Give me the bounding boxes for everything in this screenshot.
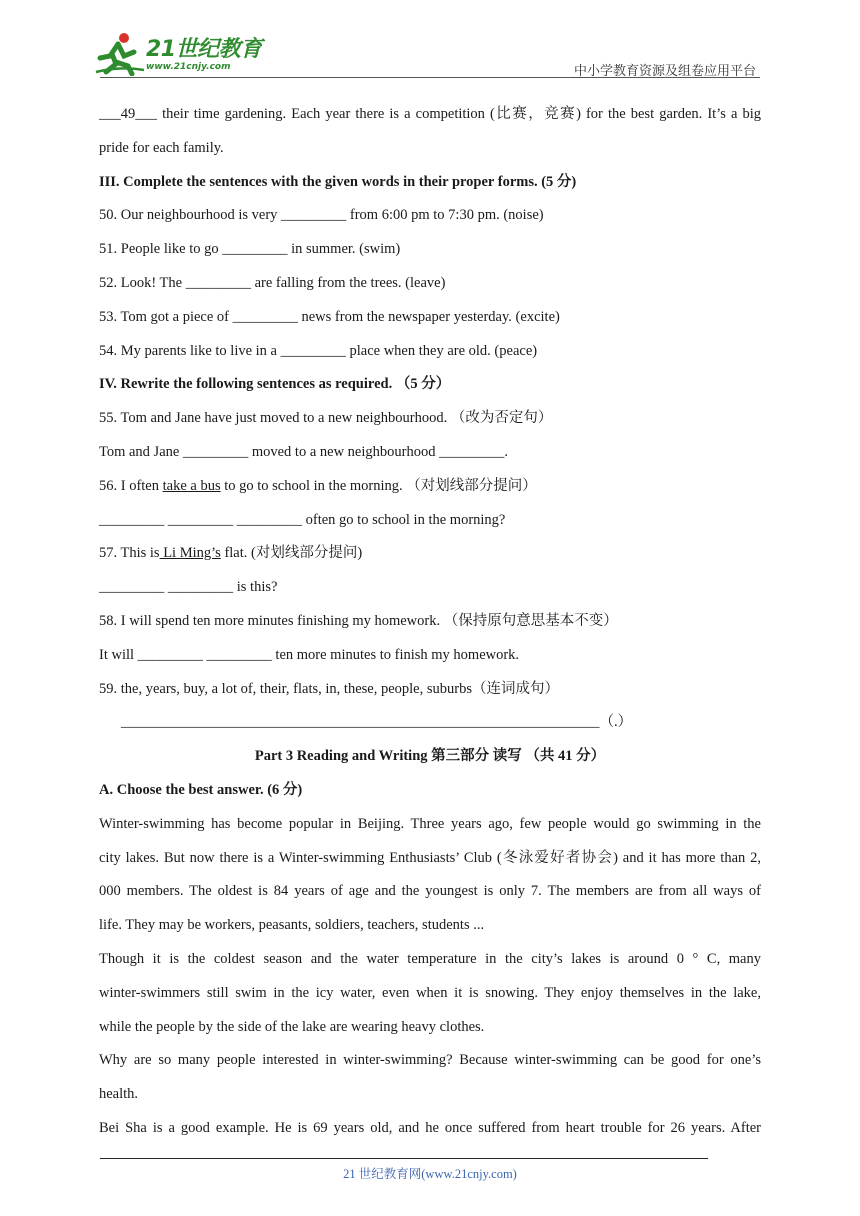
footer-divider [100, 1158, 708, 1159]
question-text: flat. (对划线部分提问) [220, 545, 363, 562]
question-text: to go to school in the morning. （对划线部分提问） [220, 477, 537, 494]
question-54: 54. My parents like to live in a _________ place when they are old. (peace) [99, 342, 538, 359]
question-59: 59. the, years, buy, a lot of, their, flats, in, these, people, suburbs（连词成句） [99, 680, 559, 697]
site-logo [94, 30, 264, 76]
runner-logo-icon [94, 30, 146, 76]
question-53: 53. Tom got a piece of _________ news from the newspaper yesterday. (excite) [99, 308, 560, 325]
passage-line: while the people by the side of the lake are wearing heavy clothes. [99, 1018, 485, 1035]
question-52: 52. Look! The _________ are falling from the trees. (leave) [99, 274, 446, 291]
logo-url: www.21cnjy.com [146, 62, 231, 72]
section-heading: A. Choose the best answer. (6 分) [99, 781, 303, 798]
question-57 [99, 537, 761, 571]
platform-title: 中小学教育资源及组卷应用平台 [573, 63, 756, 78]
question-56 [99, 470, 761, 504]
underlined-phrase: Li Ming’s [159, 545, 221, 562]
text-line: ___49___ their time gardening. Each year there is a competition (比赛，竞赛) for the best garden. It’s a big [99, 106, 761, 122]
passage-line: Winter-swimming has become popular in Beijing. Three years ago, few people would go swimming in the [99, 815, 761, 832]
question-51: 51. People like to go _________ in summer. (swim) [99, 241, 401, 258]
document-body [99, 98, 761, 1146]
header-divider [100, 77, 760, 78]
section-heading: IV. Rewrite the following sentences as required. （5 分） [99, 376, 451, 393]
text-line: pride for each family. [99, 139, 224, 156]
answer-line: It will _________ _________ ten more minutes to finish my homework. [99, 646, 520, 663]
page-header [0, 0, 860, 80]
passage-line: Bei Sha is a good example. He is 69 years old, and he once suffered from heart trouble for 26 years. After [99, 1119, 761, 1136]
question-text: 57. This is [99, 545, 160, 562]
question-text: 56. I often [99, 477, 163, 494]
question-50: 50. Our neighbourhood is very _________ from 6:00 pm to 7:30 pm. (noise) [99, 207, 544, 224]
passage-line: Why are so many people interested in winter-swimming? Because winter-swimming can be good for one’s [99, 1052, 761, 1069]
answer-line: _________ _________ is this? [99, 579, 278, 596]
logo-text: 21世纪教育 [146, 37, 262, 62]
answer-line: _________ _________ _________ often go to school in the morning? [99, 511, 506, 528]
answer-line: __________________________________________________________________（.） [121, 714, 633, 731]
underlined-phrase: take a bus [162, 477, 221, 494]
section-heading: III. Complete the sentences with the given words in their proper forms. (5 分) [99, 173, 577, 190]
passage-line: life. They may be workers, peasants, soldiers, teachers, students ... [99, 917, 485, 934]
passage-line: city lakes. But now there is a Winter-swimming Enthusiasts’ Club (冬泳爱好者协会) and it has more than 2, [99, 849, 761, 866]
part-heading: Part 3 Reading and Writing 第三部分 读写 （共 41 分） [254, 748, 606, 765]
passage-line: 000 members. The oldest is 84 years of age and the youngest is only 7. The members are from all ways of [99, 883, 761, 900]
answer-line: Tom and Jane _________ moved to a new neighbourhood _________. [99, 443, 508, 460]
question-58: 58. I will spend ten more minutes finishing my homework. （保持原句意思基本不变） [99, 612, 618, 629]
passage-line: health. [99, 1086, 139, 1103]
passage-line: Though it is the coldest season and the water temperature in the city’s lakes is around 0 ° C, many [99, 950, 761, 967]
question-55: 55. Tom and Jane have just moved to a new neighbourhood. （改为否定句） [99, 410, 553, 427]
passage-line: winter-swimmers still swim in the icy water, even when it is snowing. They enjoy themselves in the lake, [99, 984, 761, 1001]
footer-link[interactable]: 21 世纪教育网(www.21cnjy.com) [343, 1167, 517, 1181]
